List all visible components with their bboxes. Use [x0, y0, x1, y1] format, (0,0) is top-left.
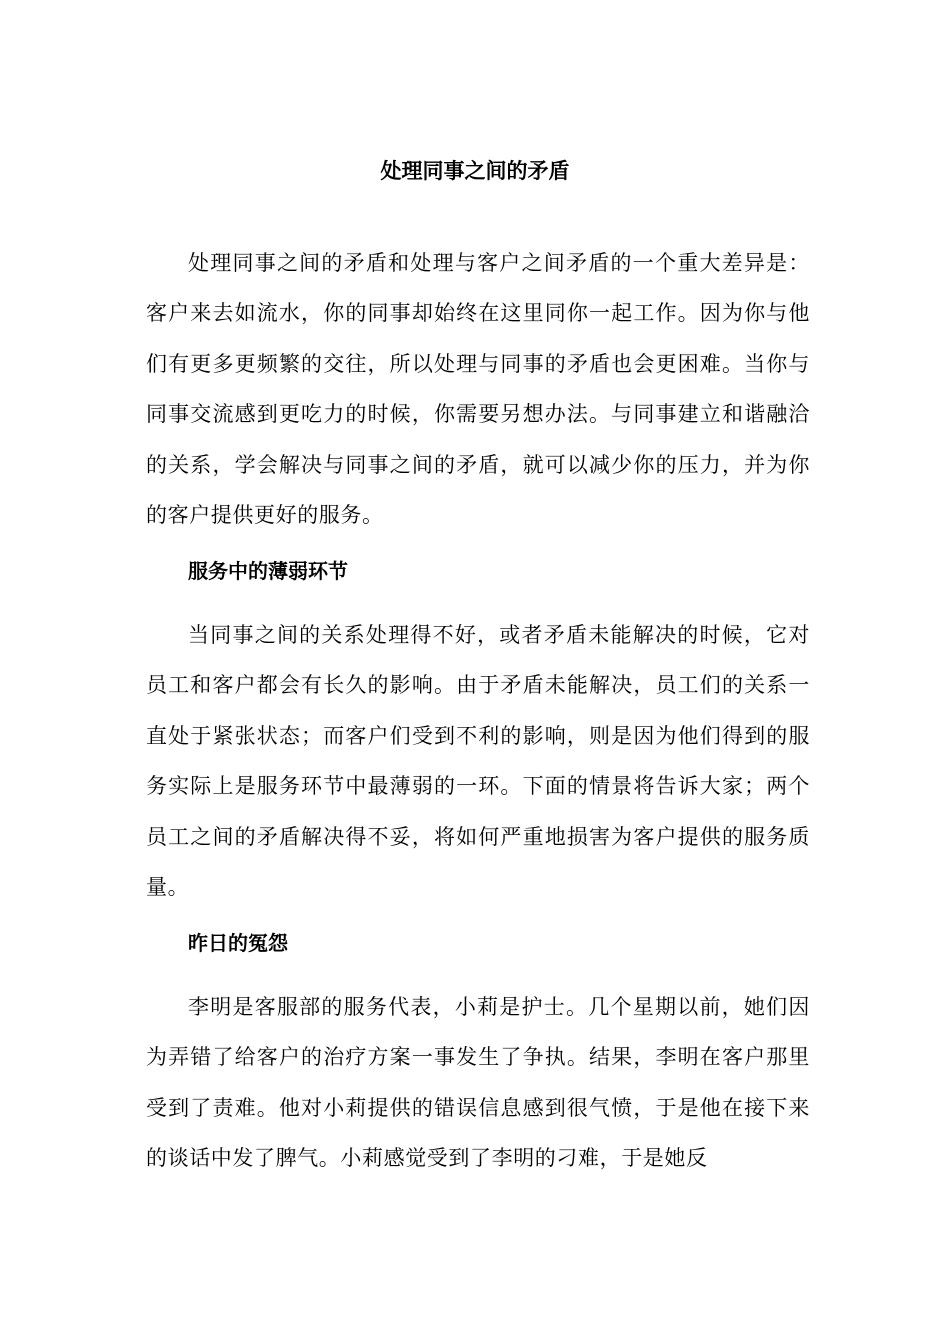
paragraph-intro: 处理同事之间的矛盾和处理与客户之间矛盾的一个重大差异是：客户来去如流水，你的同事却始终在这里同你一起工作。因为你与他们有更多更频繁的交往，所以处理与同事的矛盾也会更困难。当你与同事交流感到更吃力的时候，你需要另想办法。与同事建立和谐融洽的关系，学会解决与同事之间的矛盾，就可以减少你的压力，并为你的客户提供更好的服务。 — [146, 251, 810, 528]
section-heading-weak-link: 服务中的薄弱环节 — [188, 559, 348, 583]
section-heading-yesterday-grudge: 昨日的冤怨 — [188, 931, 288, 955]
document-title: 处理同事之间的矛盾 — [380, 159, 570, 183]
paragraph-yesterday-grudge: 李明是客服部的服务代表，小莉是护士。几个星期以前，她们因为弄错了给客户的治疗方案一事发生了争执。结果，李明在客户那里受到了责难。他对小莉提供的错误信息感到很气愤，于是他在接下来的谈话中发了脾气。小莉感觉受到了李明的刁难，于是她反 — [146, 995, 810, 1171]
paragraph-weak-link: 当同事之间的关系处理得不好，或者矛盾未能解决的时候，它对员工和客户都会有长久的影响。由于矛盾未能解决，员工们的关系一直处于紧张状态；而客户们受到不利的影响，则是因为他们得到的服务实际上是服务环节中最薄弱的一环。下面的情景将告诉大家；两个员工之间的矛盾解决得不妥，将如何严重地损害为客户提供的服务质量。 — [146, 623, 810, 900]
